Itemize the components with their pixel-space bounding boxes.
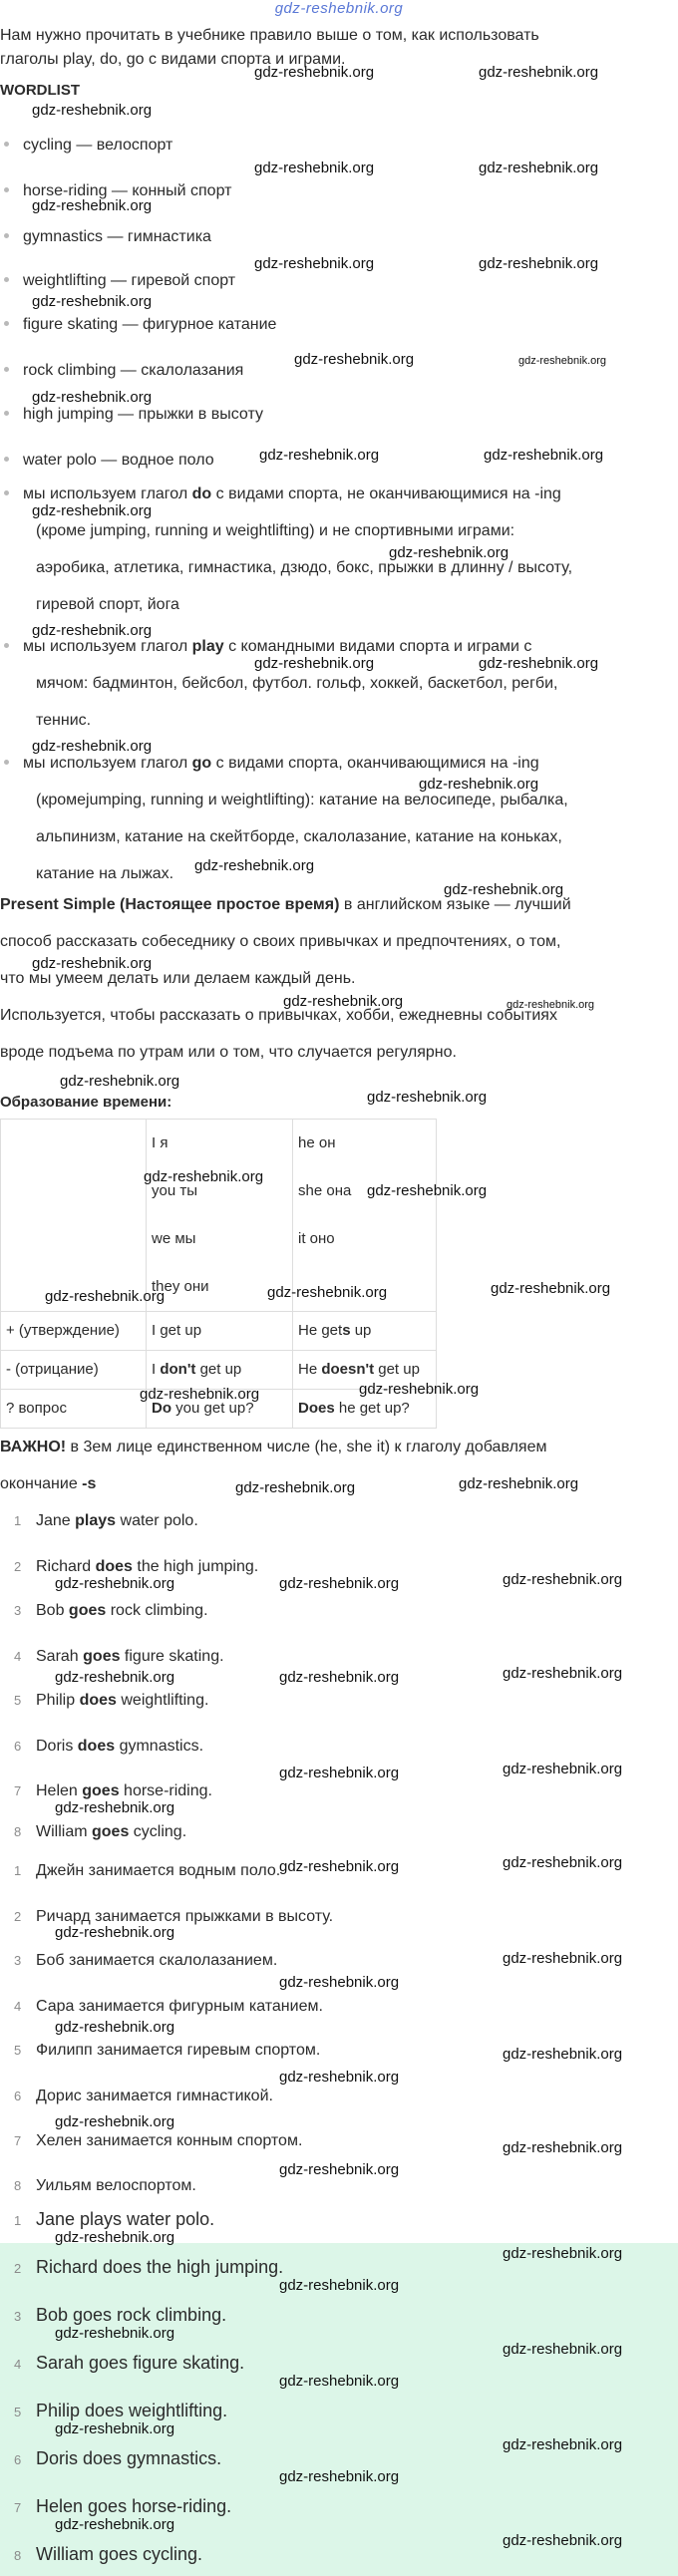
watermark: gdz-reshebnik.org [55, 1924, 175, 1941]
pronoun-row [1, 1120, 437, 1312]
example-en-item: 8 William goes cycling. [14, 1823, 187, 1840]
watermark: gdz-reshebnik.org [235, 1479, 356, 1496]
watermark: gdz-reshebnik.org [484, 447, 604, 464]
watermark: gdz-reshebnik.org [279, 1575, 400, 1592]
pronouns-third-person-cell: he он she она it оно [293, 1120, 437, 1312]
watermark: gdz-reshebnik.org [503, 2245, 623, 2262]
watermark: gdz-reshebnik.org [503, 2341, 623, 2358]
bullet-icon [4, 367, 9, 372]
rule-do: мы используем глагол do с видами спорта, не оканчивающимися на -ing (кроме jumping, running и weightlifting) и не спортивными играми: аэробика, атлетика, гимнастика, дзюдо, бокс, прыжки в длинну / высоту, гиревой спорт, йога [0, 476, 663, 623]
example-en-item: 2 Richard does the high jumping. [14, 1558, 259, 1575]
example-ru-item: 6 Дорис занимается гимнастикой. [14, 2088, 273, 2104]
important-note: ВАЖНО! в 3ем лице единственном числе (he, she it) к глаголу добавляем окончание -s [0, 1439, 547, 1492]
watermark: gdz-reshebnik.org [60, 1073, 180, 1090]
bullet-icon [4, 187, 9, 192]
watermark: gdz-reshebnik.org [254, 64, 375, 81]
site-logo[interactable]: gdz-reshebnik.org [274, 0, 404, 17]
wordlist-item: cycling — велоспорт [0, 134, 172, 158]
bullet-icon [4, 760, 9, 765]
example-ru-item: 7 Хелен занимается конным спортом. [14, 2132, 303, 2149]
watermark: gdz-reshebnik.org [55, 2325, 175, 2342]
watermark: gdz-reshebnik.org [459, 1475, 579, 1492]
formation-heading: Образование времени: [0, 1094, 172, 1111]
watermark: gdz-reshebnik.org [503, 1665, 623, 1682]
table-row-affirmative: + (утверждение) I get up He gets up [1, 1312, 437, 1351]
intro-line-2: глаголы play, do, go с видами спорта и играми. [0, 51, 346, 68]
watermark: gdz-reshebnik.org [507, 999, 595, 1011]
watermark: gdz-reshebnik.org [518, 355, 607, 367]
watermark: gdz-reshebnik.org [55, 1575, 175, 1592]
watermark: gdz-reshebnik.org [503, 1761, 623, 1777]
watermark: gdz-reshebnik.org [389, 544, 509, 561]
answer-item: 4 Sarah goes figure skating. [14, 2353, 245, 2373]
answer-item: 5 Philip does weightlifting. [14, 2401, 228, 2420]
watermark: gdz-reshebnik.org [279, 1765, 400, 1781]
watermark: gdz-reshebnik.org [32, 197, 153, 214]
watermark: gdz-reshebnik.org [32, 502, 153, 519]
answer-item: 6 Doris does gymnastics. [14, 2448, 222, 2468]
wordlist-item: water polo — водное поло [0, 449, 214, 473]
example-ru-item: 3 Боб занимается скалолазанием. [14, 1952, 278, 1969]
watermark: gdz-reshebnik.org [32, 622, 153, 639]
watermark: gdz-reshebnik.org [479, 655, 599, 672]
bullet-icon [4, 490, 9, 495]
example-ru-item: 4 Сара занимается фигурным катанием. [14, 1998, 323, 2015]
example-ru-item: 2 Ричард занимается прыжками в высоту. [14, 1908, 334, 1925]
wordlist-item: gymnastics — гимнастика [0, 225, 211, 249]
answer-item: 7 Helen goes horse-riding. [14, 2496, 232, 2516]
example-ru-item: 5 Филипп занимается гиревым спортом. [14, 2042, 321, 2059]
example-en-item: 1 Jane plays water polo. [14, 1512, 198, 1529]
watermark: gdz-reshebnik.org [32, 738, 153, 755]
example-en-item: 5 Philip does weightlifting. [14, 1692, 209, 1709]
watermark: gdz-reshebnik.org [503, 1854, 623, 1871]
watermark: gdz-reshebnik.org [367, 1182, 488, 1199]
table-row-negative: - (отрицание) I don't get up He doesn't get up [1, 1351, 437, 1390]
example-en-item: 3 Bob goes rock climbing. [14, 1602, 208, 1619]
wordlist-item: figure skating — фигурное катание [0, 313, 276, 337]
watermark: gdz-reshebnik.org [503, 2436, 623, 2453]
watermark: gdz-reshebnik.org [279, 1858, 400, 1875]
example-en-item: 4 Sarah goes figure skating. [14, 1648, 224, 1665]
present-simple-paragraph: Present Simple (Настоящее простое время) в английском языке — лучший способ рассказать собеседнику о своих привычках и предпочтениях, о том, что мы умеем делать или делаем каждый день. Используется, чтобы рассказать о привычках, хобби, ежедневны событиях вроде подъема по утрам или о том, что случается регулярно. [0, 896, 571, 1061]
watermark: gdz-reshebnik.org [279, 1669, 400, 1686]
watermark: gdz-reshebnik.org [367, 1089, 488, 1106]
example-en-item: 7 Helen goes horse-riding. [14, 1782, 212, 1799]
watermark: gdz-reshebnik.org [32, 293, 153, 310]
watermark: gdz-reshebnik.org [279, 2468, 400, 2485]
watermark: gdz-reshebnik.org [479, 255, 599, 272]
watermark: gdz-reshebnik.org [359, 1381, 480, 1398]
bullet-icon [4, 643, 9, 648]
watermark: gdz-reshebnik.org [444, 881, 564, 898]
watermark: gdz-reshebnik.org [140, 1386, 260, 1403]
answer-item: 8 William goes cycling. [14, 2544, 203, 2564]
example-ru-item: 8 Уильям велоспортом. [14, 2177, 196, 2194]
watermark: gdz-reshebnik.org [254, 160, 375, 176]
watermark: gdz-reshebnik.org [491, 1280, 611, 1297]
wordlist-item: high jumping — прыжки в высоту [0, 403, 263, 427]
rule-go: мы используем глагол go с видами спорта, оканчивающимися на -ing (кромеjumping, running и weightlifting): катание на велосипеде, рыбалка, альпинизм, катание на скейтборде, скалолазание, катание на коньках, катание на лыжах. [0, 745, 663, 892]
intro-line-1: Нам нужно прочитать в учебнике правило выше о том, как использовать [0, 27, 539, 44]
wordlist-item: rock climbing — скалолазания [0, 359, 243, 383]
table-row-question: ? вопрос Do you get up? Does he get up? [1, 1390, 437, 1429]
pronouns-plural-cell: I я you ты we мы they они [147, 1120, 293, 1312]
watermark: gdz-reshebnik.org [55, 2229, 175, 2246]
wordlist-item: horse-riding — конный спорт [0, 179, 231, 203]
watermark: gdz-reshebnik.org [279, 2161, 400, 2178]
answer-item: 1 Jane plays water polo. [14, 2209, 215, 2229]
watermark: gdz-reshebnik.org [503, 2046, 623, 2063]
rule-play: мы используем глагол play с командными видами спорта и играми с мячом: бадминтон, бейсбол, футбол. гольф, хоккей, баскетбол, регби, теннис. [0, 628, 663, 739]
watermark: gdz-reshebnik.org [279, 2373, 400, 2390]
watermark: gdz-reshebnik.org [55, 1799, 175, 1816]
watermark: gdz-reshebnik.org [259, 447, 380, 464]
watermark: gdz-reshebnik.org [503, 2532, 623, 2549]
watermark: gdz-reshebnik.org [479, 160, 599, 176]
wordlist-item: weightlifting — гиревой спорт [0, 269, 235, 293]
watermark: gdz-reshebnik.org [32, 389, 153, 406]
watermark: gdz-reshebnik.org [419, 776, 539, 793]
watermark: gdz-reshebnik.org [503, 1571, 623, 1588]
watermark: gdz-reshebnik.org [55, 2516, 175, 2533]
watermark: gdz-reshebnik.org [479, 64, 599, 81]
watermark: gdz-reshebnik.org [503, 2139, 623, 2156]
watermark: gdz-reshebnik.org [279, 2069, 400, 2086]
watermark: gdz-reshebnik.org [55, 2019, 175, 2036]
watermark: gdz-reshebnik.org [45, 1288, 166, 1305]
watermark: gdz-reshebnik.org [279, 1974, 400, 1991]
watermark: gdz-reshebnik.org [267, 1284, 388, 1301]
answer-item: 2 Richard does the high jumping. [14, 2257, 284, 2277]
watermark: gdz-reshebnik.org [503, 1950, 623, 1967]
watermark: gdz-reshebnik.org [144, 1168, 264, 1185]
example-ru-item: 1 Джейн занимается водным поло. [14, 1862, 281, 1879]
watermark: gdz-reshebnik.org [294, 351, 415, 368]
bullet-icon [4, 321, 9, 326]
watermark: gdz-reshebnik.org [32, 102, 153, 119]
watermark: gdz-reshebnik.org [254, 255, 375, 272]
bullet-icon [4, 277, 9, 282]
watermark: gdz-reshebnik.org [32, 955, 153, 972]
watermark: gdz-reshebnik.org [55, 2420, 175, 2437]
bullet-icon [4, 411, 9, 416]
bullet-icon [4, 233, 9, 238]
example-en-item: 6 Doris does gymnastics. [14, 1738, 204, 1755]
watermark: gdz-reshebnik.org [283, 993, 404, 1010]
watermark: gdz-reshebnik.org [55, 2113, 175, 2130]
answer-item: 3 Bob goes rock climbing. [14, 2305, 227, 2325]
intro-text [0, 24, 668, 68]
wordlist-heading: WORDLIST [0, 82, 80, 99]
watermark: gdz-reshebnik.org [279, 2277, 400, 2294]
watermark: gdz-reshebnik.org [254, 655, 375, 672]
watermark: gdz-reshebnik.org [55, 1669, 175, 1686]
watermark: gdz-reshebnik.org [194, 857, 315, 874]
bullet-icon [4, 457, 9, 462]
bullet-icon [4, 142, 9, 147]
